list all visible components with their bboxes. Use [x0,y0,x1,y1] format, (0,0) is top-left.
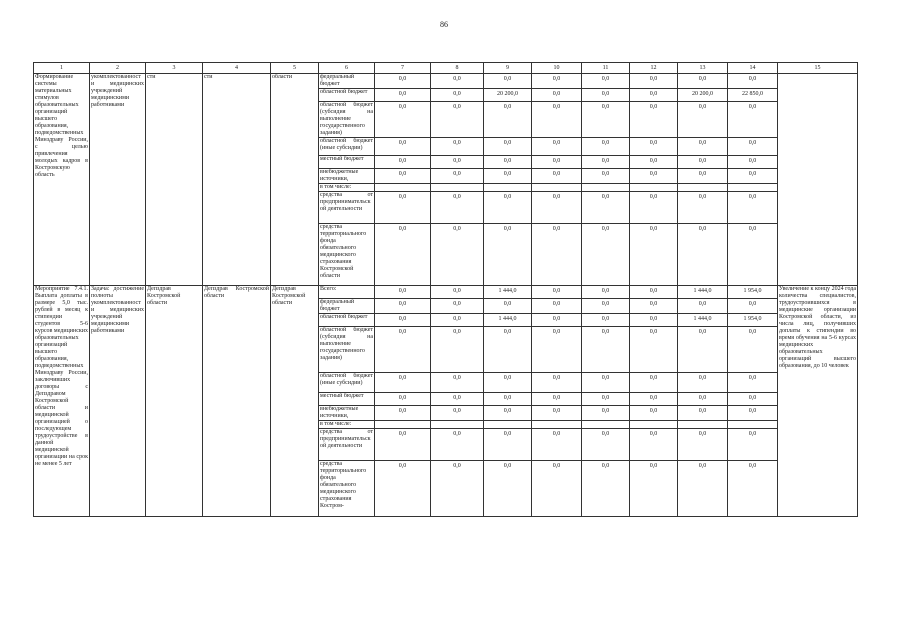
value-cell: 0,0 [375,461,431,517]
value-cell: 0,0 [728,299,778,314]
value-cell: 0,0 [582,299,630,314]
value-cell: 0,0 [532,192,582,224]
funding-source-label: областной бюджет (иные субсидии) [319,138,375,156]
funding-source-label: средства от предпринимательской деятельности [319,192,375,224]
header-cell: 2 [90,63,146,74]
value-cell [630,184,678,192]
value-cell: 0,0 [484,74,532,89]
value-cell: 0,0 [375,74,431,89]
header-cell: 9 [484,63,532,74]
value-cell: 0,0 [431,373,484,393]
value-cell: 0,0 [582,373,630,393]
value-cell: 0,0 [375,169,431,184]
page-number: 86 [440,20,448,29]
value-cell: 0,0 [532,102,582,138]
value-cell: 0,0 [630,299,678,314]
funding-source-label: областной бюджет [319,314,375,327]
value-cell: 1 954,0 [728,286,778,299]
header-cell: 10 [532,63,582,74]
header-row [34,63,858,74]
value-cell: 0,0 [484,138,532,156]
header-cell: 13 [678,63,728,74]
value-cell: 0,0 [630,224,678,286]
row-col2: Задача: достижение полноты укомплектованности медицинских учреждений медицинскими работниками [90,286,146,517]
row-col1: Мероприятие 7.4.1. Выплата доплаты в размере 5,0 тыс. рублей в месяц к стипендии студентов 5-6 курсов медицинских образовательных организаций высшего образования, подведомственных Минздраву России, заключивших договоры с Депздравом Костромской области и медицинской организацией о последующем трудоустройстве в данной медицинской организации на срок не менее 5 лет [34,286,90,517]
value-cell: 0,0 [532,393,582,406]
value-cell: 0,0 [630,156,678,169]
value-cell [532,421,582,429]
value-cell: 0,0 [532,373,582,393]
value-cell: 0,0 [484,406,532,421]
value-cell: 0,0 [375,314,431,327]
budget-table [33,62,858,517]
value-cell [484,184,532,192]
value-cell: 1 444,0 [484,314,532,327]
value-cell: 0,0 [431,286,484,299]
value-cell: 0,0 [630,89,678,102]
value-cell: 0,0 [375,138,431,156]
value-cell: 0,0 [431,224,484,286]
row-col5: области [271,74,319,286]
value-cell: 0,0 [375,406,431,421]
value-cell: 0,0 [630,373,678,393]
value-cell: 0,0 [582,74,630,89]
value-cell [728,184,778,192]
value-cell: 0,0 [582,314,630,327]
value-cell [630,421,678,429]
value-cell: 0,0 [678,74,728,89]
table-row [34,74,858,89]
header-cell: 5 [271,63,319,74]
value-cell [431,421,484,429]
row-col3: сти [146,74,203,286]
header-cell: 7 [375,63,431,74]
value-cell: 0,0 [582,169,630,184]
value-cell: 0,0 [431,461,484,517]
value-cell: 0,0 [630,74,678,89]
value-cell: 0,0 [728,224,778,286]
funding-source-label: местный бюджет [319,156,375,169]
value-cell: 22 850,0 [728,89,778,102]
table-row [34,286,858,299]
funding-source-label: внебюджетные источники, [319,169,375,184]
funding-source-label: средства территориального фонда обязательного медицинского страхования Костромской области [319,224,375,286]
value-cell: 0,0 [532,156,582,169]
funding-source-label: федеральный бюджет [319,74,375,89]
value-cell: 1 444,0 [678,286,728,299]
value-cell: 1 444,0 [678,314,728,327]
value-cell: 0,0 [678,169,728,184]
header-cell: 6 [319,63,375,74]
row-col4: сти [203,74,271,286]
value-cell: 0,0 [630,314,678,327]
value-cell: 0,0 [630,192,678,224]
value-cell: 0,0 [678,406,728,421]
value-cell: 0,0 [678,299,728,314]
value-cell: 0,0 [431,169,484,184]
value-cell: 0,0 [532,461,582,517]
funding-source-label: Всего: [319,286,375,299]
value-cell: 0,0 [678,461,728,517]
row-col1: Формирование системы материальных стимулов образовательных организаций высшего образования, подведомственных Минздраву России, с целью привлечения молодых кадров в Костромскую область [34,74,90,286]
value-cell [582,184,630,192]
value-cell: 0,0 [728,461,778,517]
funding-source-label: средства территориального фонда обязательного медицинского страхования Костром- [319,461,375,517]
value-cell: 0,0 [484,327,532,373]
value-cell: 0,0 [630,286,678,299]
value-cell: 20 200,0 [678,89,728,102]
value-cell [582,421,630,429]
value-cell: 0,0 [678,373,728,393]
value-cell: 0,0 [532,314,582,327]
funding-source-label: в том числе: [319,184,375,192]
header-cell: 15 [778,63,858,74]
value-cell: 0,0 [375,89,431,102]
value-cell: 0,0 [375,192,431,224]
funding-source-label: областной бюджет (иные субсидии) [319,373,375,393]
funding-source-label: внебюджетные источники, [319,406,375,421]
value-cell: 0,0 [431,89,484,102]
value-cell: 0,0 [375,429,431,461]
value-cell: 0,0 [431,192,484,224]
value-cell: 0,0 [582,224,630,286]
value-cell [431,184,484,192]
value-cell: 0,0 [484,102,532,138]
value-cell: 0,0 [678,192,728,224]
value-cell: 0,0 [532,286,582,299]
value-cell: 0,0 [431,102,484,138]
value-cell: 0,0 [532,406,582,421]
value-cell [532,184,582,192]
funding-source-label: федеральный бюджет [319,299,375,314]
value-cell: 0,0 [728,327,778,373]
value-cell: 0,0 [532,89,582,102]
value-cell: 0,0 [431,156,484,169]
value-cell: 0,0 [532,169,582,184]
value-cell: 0,0 [484,461,532,517]
value-cell: 0,0 [582,461,630,517]
value-cell: 0,0 [630,327,678,373]
value-cell: 0,0 [582,393,630,406]
value-cell: 0,0 [678,393,728,406]
value-cell: 0,0 [375,224,431,286]
value-cell: 0,0 [678,138,728,156]
value-cell: 0,0 [532,327,582,373]
row-col3: Депздрав Костромской области [146,286,203,517]
value-cell: 0,0 [375,286,431,299]
value-cell: 0,0 [728,156,778,169]
value-cell: 0,0 [431,406,484,421]
value-cell: 0,0 [630,393,678,406]
value-cell: 0,0 [728,393,778,406]
value-cell: 0,0 [678,429,728,461]
value-cell: 0,0 [582,286,630,299]
header-cell: 4 [203,63,271,74]
funding-source-label: областной бюджет (субсидия на выполнение государственного задания) [320,102,373,136]
value-cell: 0,0 [630,406,678,421]
value-cell: 0,0 [375,299,431,314]
value-cell [375,184,431,192]
funding-source-label: областной бюджет [319,89,375,102]
value-cell: 0,0 [484,224,532,286]
header-cell: 3 [146,63,203,74]
header-cell: 14 [728,63,778,74]
value-cell: 0,0 [484,156,532,169]
value-cell: 0,0 [375,327,431,373]
header-cell: 12 [630,63,678,74]
value-cell: 0,0 [484,429,532,461]
value-cell: 0,0 [484,169,532,184]
value-cell: 0,0 [728,169,778,184]
value-cell: 0,0 [728,102,778,138]
value-cell: 0,0 [431,327,484,373]
value-cell [728,421,778,429]
value-cell: 0,0 [678,102,728,138]
value-cell: 0,0 [375,102,431,138]
value-cell: 0,0 [728,373,778,393]
value-cell: 0,0 [678,224,728,286]
value-cell: 0,0 [728,138,778,156]
value-cell: 0,0 [582,156,630,169]
value-cell: 0,0 [630,429,678,461]
row-col2: укомплектованности медицинских учреждений медицинскими работниками [90,74,146,286]
value-cell: 0,0 [484,192,532,224]
funding-source-label: в том числе: [319,421,375,429]
value-cell: 0,0 [431,138,484,156]
value-cell: 0,0 [630,169,678,184]
funding-source-label: местный бюджет [319,393,375,406]
funding-source-label: областной бюджет (субсидия на выполнение государственного задания) [319,327,375,373]
value-cell: 0,0 [728,429,778,461]
value-cell: 0,0 [431,393,484,406]
value-cell: 20 200,0 [484,89,532,102]
row-col4: Депздрав Костромской области [203,286,271,517]
value-cell: 0,0 [582,192,630,224]
value-cell: 0,0 [431,314,484,327]
header-cell: 11 [582,63,630,74]
value-cell: 0,0 [375,393,431,406]
value-cell: 0,0 [728,406,778,421]
value-cell: 0,0 [582,138,630,156]
value-cell: 0,0 [484,299,532,314]
value-cell [484,421,532,429]
value-cell [375,421,431,429]
value-cell: 0,0 [484,373,532,393]
value-cell: 1 444,0 [484,286,532,299]
value-cell: 0,0 [728,74,778,89]
value-cell: 0,0 [582,406,630,421]
value-cell: 0,0 [728,192,778,224]
value-cell: 1 954,0 [728,314,778,327]
value-cell: 0,0 [484,393,532,406]
value-cell: 0,0 [375,373,431,393]
value-cell: 0,0 [582,327,630,373]
value-cell: 0,0 [678,327,728,373]
value-cell: 0,0 [630,102,678,138]
value-cell: 0,0 [431,74,484,89]
value-cell: 0,0 [431,429,484,461]
value-cell: 0,0 [431,299,484,314]
value-cell: 0,0 [582,429,630,461]
funding-source-label: средства от предпринимательской деятельности [319,429,375,461]
value-cell [678,184,728,192]
value-cell: 0,0 [630,461,678,517]
value-cell: 0,0 [532,224,582,286]
header-cell: 1 [34,63,90,74]
value-cell: 0,0 [532,138,582,156]
value-cell: 0,0 [532,299,582,314]
value-cell: 0,0 [375,156,431,169]
value-cell: 0,0 [582,102,630,138]
value-cell: 0,0 [582,89,630,102]
value-cell: 0,0 [532,74,582,89]
value-cell: 0,0 [678,156,728,169]
expected-result: Увеличение к концу 2024 года количества специалистов, трудоустроившихся в медицинские организации Костромской области, из числа лиц, получивших доплаты к стипендии во время обучения на 5-6 курсах медицинских образовательных организаций высшего образования, до 10 человек [778,286,858,517]
header-cell: 8 [431,63,484,74]
value-cell [678,421,728,429]
value-cell: 0,0 [532,429,582,461]
expected-result [778,74,858,286]
row-col5: Депздрав Костромской области [271,286,319,517]
value-cell: 0,0 [630,138,678,156]
